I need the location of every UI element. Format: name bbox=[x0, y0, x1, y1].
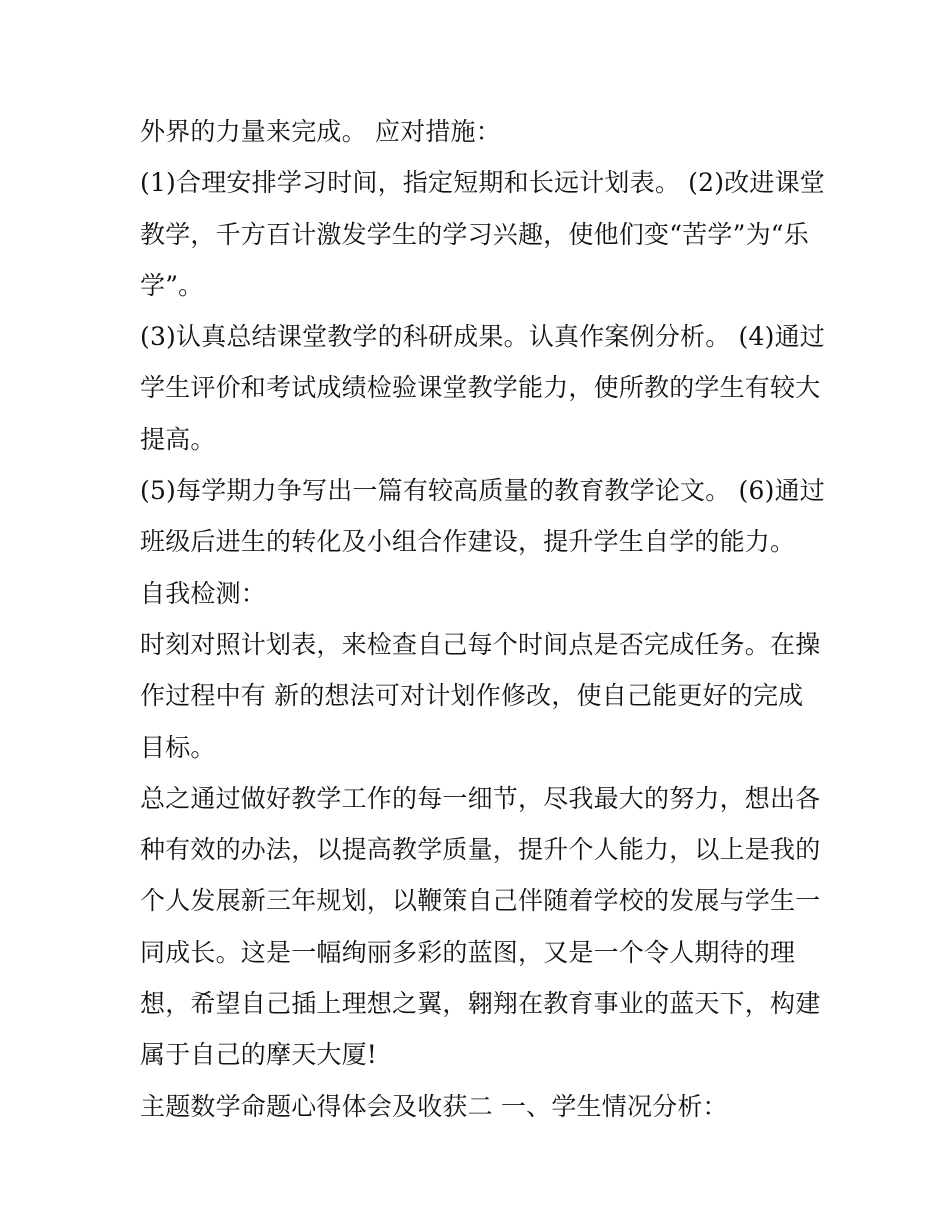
document-body bbox=[140, 106, 825, 1132]
text-line: (3)认真总结课堂教学的科研成果。认真作案例分析。 (4)通过 bbox=[140, 322, 825, 352]
text-line: 种有效的办法，以提高教学质量，提升个人能力，以上是我的 bbox=[140, 835, 821, 865]
text-line: 教学，千方百计激发学生的学习兴趣，使他们变“苦学”为“乐 bbox=[140, 219, 809, 249]
section-heading: 主题数学命题心得体会及收获二 一、学生情况分析： bbox=[140, 1091, 728, 1121]
section-heading: 自我检测： bbox=[140, 578, 267, 608]
text-line: 学生评价和考试成绩检验课堂教学能力，使所教的学生有较大 bbox=[140, 373, 821, 403]
text-line: 属于自己的摩天大厦! bbox=[140, 1040, 378, 1070]
text-line: 目标。 bbox=[140, 732, 216, 762]
text-line: (1)合理安排学习时间，指定短期和长远计划表。 (2)改进课堂 bbox=[140, 168, 825, 198]
text-line: 个人发展新三年规划，以鞭策自己伴随着学校的发展与学生一 bbox=[140, 886, 821, 916]
text-line: 提高。 bbox=[140, 424, 216, 454]
text-line: 总之通过做好教学工作的每一细节，尽我最大的努力，想出各 bbox=[140, 783, 821, 813]
text-line: 想，希望自己插上理想之翼，翱翔在教育事业的蓝天下，构建 bbox=[140, 989, 821, 1019]
text-line: 同成长。这是一幅绚丽多彩的蓝图，又是一个令人期待的理 bbox=[140, 937, 796, 967]
text-line: 班级后进生的转化及小组合作建设，提升学生自学的能力。 bbox=[140, 527, 796, 557]
text-line: 时刻对照计划表，来检查自己每个时间点是否完成任务。在操 bbox=[140, 629, 821, 659]
text-line: (5)每学期力争写出一篇有较高质量的教育教学论文。 (6)通过 bbox=[140, 476, 825, 506]
text-line: 外界的力量来完成。 应对措施： bbox=[140, 117, 501, 146]
text-line: 作过程中有 新的想法可对计划作修改，使自己能更好的完成 bbox=[140, 681, 804, 711]
text-line: 学”。 bbox=[140, 270, 204, 300]
